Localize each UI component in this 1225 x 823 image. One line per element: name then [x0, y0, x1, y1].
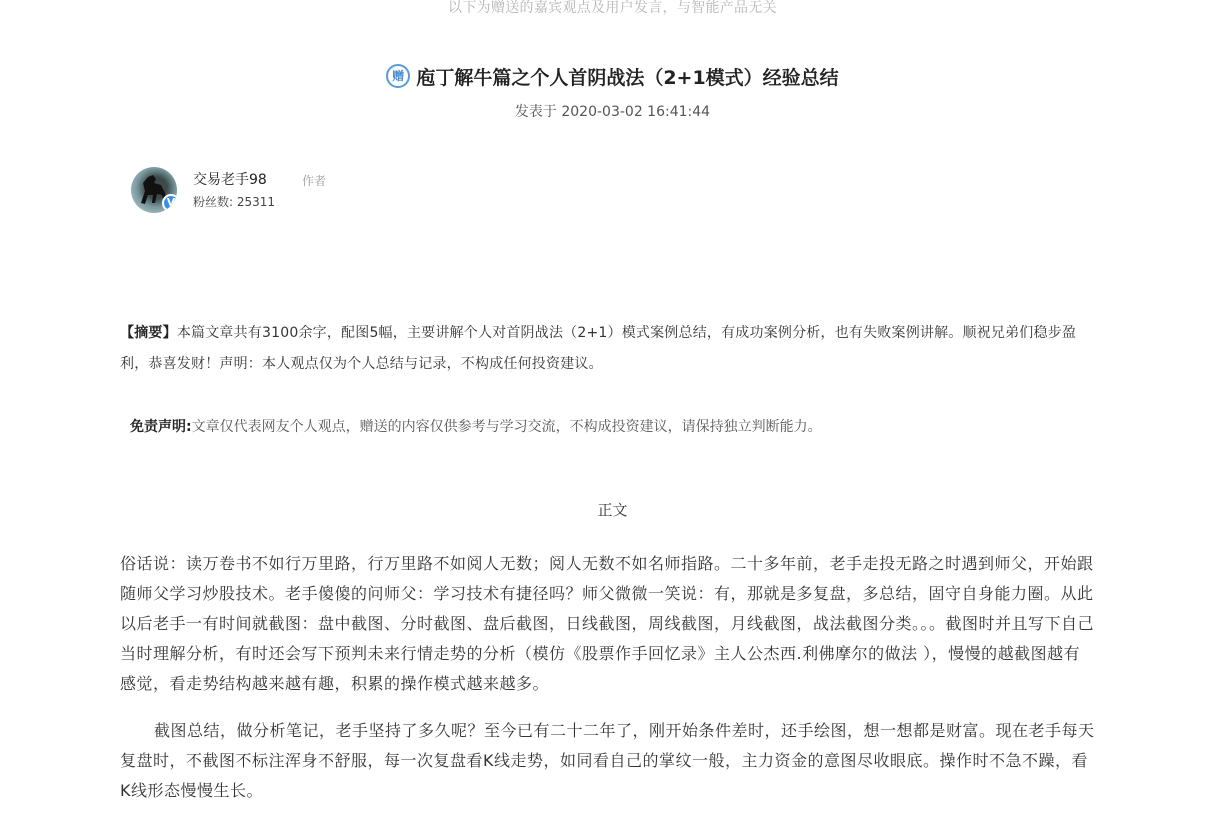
fans-count: 25311: [236, 195, 276, 209]
author-name[interactable]: 交易老手98: [193, 172, 267, 188]
article-body: [120, 549, 1095, 823]
section-heading: 正文: [597, 501, 628, 519]
author-role-tag: 作者: [302, 174, 327, 188]
avatar[interactable]: [131, 167, 177, 213]
body-paragraph: 截图总结，做分析笔记，老手坚持了多久呢？至今已有二十二年了，刚开始条件差时，还手绘图，想一想都是财富。现在老手每天复盘时，不截图不标注浑身不舒服，每一次复盘看K线走势，如同看自己的掌纹一般，主力资金的意图尽收眼底。操作时不急不躁，看K线形态慢慢生长。: [120, 721, 1095, 800]
fans-label: 粉丝数:: [193, 195, 234, 209]
disclaimer: [130, 416, 1090, 436]
article-summary: [120, 318, 1080, 380]
disclaimer-label: 免责声明:: [130, 419, 192, 435]
publish-time: 发表于 2020-03-02 16:41:44: [514, 104, 711, 120]
author-card: [131, 167, 531, 217]
summary-tag: 【摘要】: [120, 325, 177, 341]
disclaimer-text: 文章仅代表网友个人观点，赠送的内容仅供参考与学习交流，不构成投资建议，请保持独立判断能力。: [191, 419, 822, 435]
gift-icon: 赠: [386, 64, 410, 88]
gift-notice: 以下为赠送的嘉宾观点及用户发言，与智能产品无关: [448, 0, 777, 16]
summary-text: 本篇文章共有3100余字，配图5幅，主要讲解个人对首阴战法（2+1）模式案例总结，有成功案例分析，也有失败案例讲解。顺祝兄弟们稳步盈利，恭喜发财！声明：本人观点仅为个人总结与记录，不构成任何投资建议。: [120, 325, 1077, 372]
body-paragraph: 俗话说：读万卷书不如行万里路，行万里路不如阅人无数；阅人无数不如名师指路。二十多年前，老手走投无路之时遇到师父，开始跟随师父学习炒股技术。老手傻傻的问师父：学习技术有捷径吗？师父微微一笑说：有，那就是多复盘，多总结，固守自身能力圈。从此以后老手一有时间就截图：盘中截图、分时截图、盘后截图，日线截图，周线截图，月线截图，战法截图分类。。。截图时并且写下自己当时理解分析，有时还会写下预判未来行情走势的分析（模仿《股票作手回忆录》主人公杰西.利佛摩尔的做法 ），慢慢的越截图越有感觉，看走势结构越来越有趣，积累的操作模式越来越多。: [120, 554, 1095, 693]
verified-icon: V: [162, 194, 177, 212]
fans-count-row: [193, 193, 275, 210]
article-title-row: [0, 63, 1225, 91]
article-title: 庖丁解牛篇之个人首阴战法（2+1模式）经验总结: [416, 67, 839, 89]
